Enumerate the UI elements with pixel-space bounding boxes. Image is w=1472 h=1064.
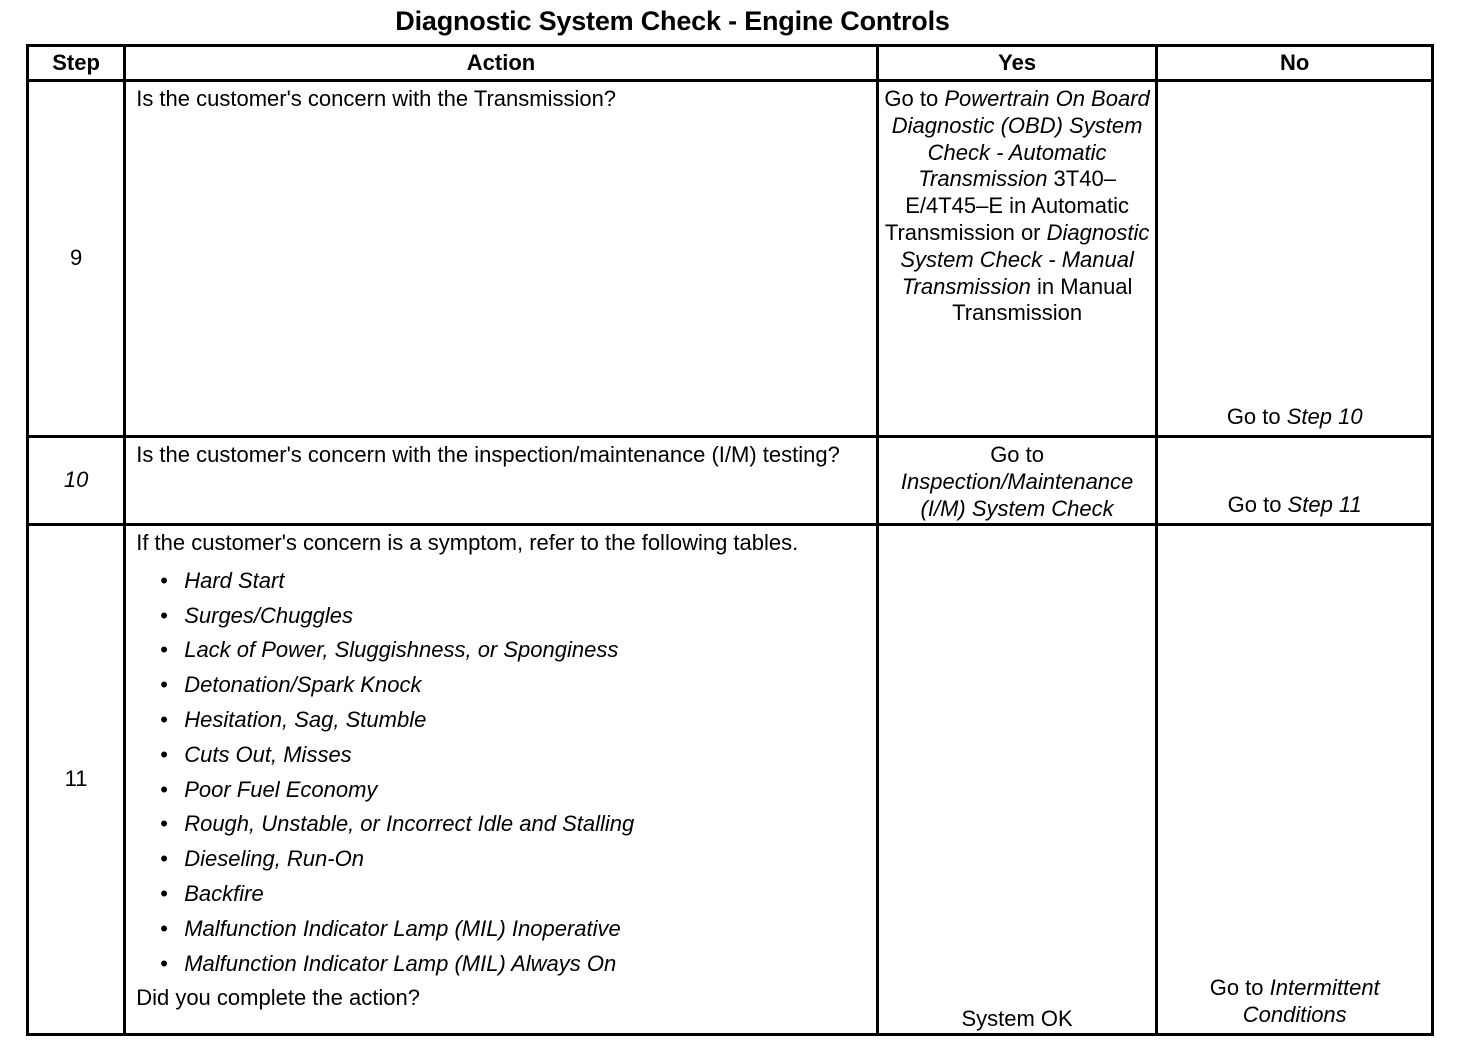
yes-reference-link[interactable]: Inspection/Maintenance (I/M) System Check — [900, 468, 1134, 521]
symptom-list-item[interactable]: • Hard Start — [160, 564, 868, 599]
action-text: Is the customer's concern with the Transmission? — [125, 81, 878, 437]
symptom-list-item[interactable]: • Dieseling, Run-On — [160, 842, 868, 877]
diagnostic-table — [26, 44, 1434, 1036]
symptom-list-item[interactable]: • Rough, Unstable, or Incorrect Idle and Stalling — [160, 807, 868, 842]
symptom-list-item[interactable]: • Malfunction Indicator Lamp (MIL) Always On — [160, 947, 868, 982]
symptom-list-item[interactable]: • Malfunction Indicator Lamp (MIL) Inoperative — [160, 912, 868, 947]
table-row-step-10 — [28, 437, 1433, 525]
action-text: Is the customer's concern with the inspection/maintenance (I/M) testing? — [125, 437, 878, 525]
symptom-list — [136, 564, 868, 982]
header-no: No — [1157, 46, 1433, 81]
no-prefix: Go to — [1227, 492, 1288, 518]
no-reference-link[interactable]: Step 10 — [1286, 404, 1363, 430]
no-reference-link[interactable]: Step 11 — [1287, 492, 1362, 518]
symptom-list-item[interactable]: • Hesitation, Sag, Stumble — [160, 703, 868, 738]
yes-result — [877, 437, 1157, 525]
page-title: Diagnostic System Check - Engine Controls — [395, 6, 950, 36]
symptom-list-item[interactable]: • Cuts Out, Misses — [160, 738, 868, 773]
yes-text: Go to — [884, 86, 945, 111]
symptom-list-item[interactable]: • Surges/Chuggles — [160, 599, 868, 634]
symptom-list-item[interactable]: • Lack of Power, Sluggishness, or Sponginess — [160, 633, 868, 668]
action-question: Did you complete the action? — [136, 985, 420, 1011]
yes-reference-link[interactable]: Diagnostic System Check - Manual Transmission — [900, 219, 1150, 299]
no-reference-link[interactable]: Intermittent Conditions — [1242, 975, 1380, 1028]
header-step: Step — [28, 46, 125, 81]
action-intro: If the customer's concern is a symptom, refer to the following tables. — [136, 530, 799, 555]
yes-result — [877, 81, 1157, 437]
table-row-step-11 — [28, 525, 1433, 1035]
step-number: 10 — [28, 437, 125, 525]
yes-text: 3T40–E/4T45–E in Automatic Transmission or — [884, 166, 1129, 245]
yes-reference-link[interactable]: Powertrain On Board Diagnostic (OBD) System Check - Automatic Transmission — [891, 86, 1150, 192]
step-number: 11 — [28, 525, 125, 1035]
header-action: Action — [125, 46, 878, 81]
yes-text: in Manual Transmission — [952, 273, 1133, 326]
table-row-step-9 — [28, 81, 1433, 437]
symptom-list-item[interactable]: • Poor Fuel Economy — [160, 773, 868, 808]
no-result — [1157, 525, 1433, 1035]
symptom-list-item[interactable]: • Backfire — [160, 877, 868, 912]
no-result — [1157, 81, 1433, 437]
no-prefix: Go to — [1209, 975, 1270, 1001]
table-header-row — [28, 46, 1433, 81]
yes-prefix: Go to — [990, 442, 1044, 467]
action-cell — [125, 525, 878, 1035]
step-number: 9 — [28, 81, 125, 437]
no-prefix: Go to — [1226, 404, 1287, 430]
no-result — [1157, 437, 1433, 525]
header-yes: Yes — [877, 46, 1157, 81]
yes-result: System OK — [877, 525, 1157, 1035]
symptom-list-item[interactable]: • Detonation/Spark Knock — [160, 668, 868, 703]
